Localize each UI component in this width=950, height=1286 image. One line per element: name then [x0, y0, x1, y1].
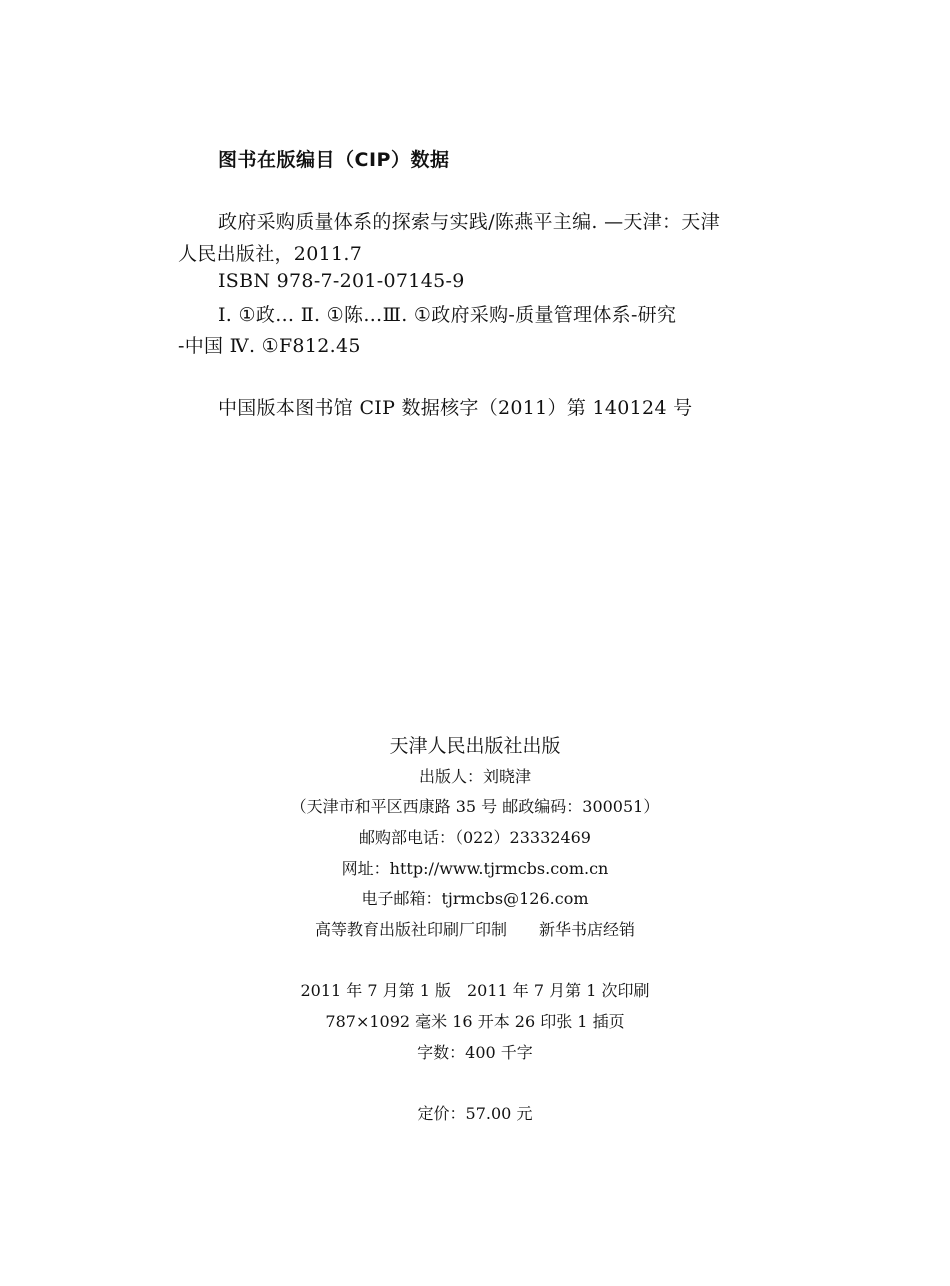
imprint-website: 网址：http://www.tjrmcbs.com.cn	[341, 859, 609, 878]
cip-isbn: ISBN 978-7-201-07145-9	[218, 270, 465, 292]
imprint-email: 电子邮箱：tjrmcbs@126.com	[361, 889, 589, 908]
cip-title-line: 政府采购质量体系的探索与实践/陈燕平主编. —天津：天津	[218, 211, 720, 233]
cip-classification-line: -中国 Ⅳ. ①F812.45	[178, 335, 361, 357]
imprint-price: 定价：57.00 元	[417, 1104, 533, 1123]
imprint-address: （天津市和平区西康路 35 号 邮政编码：300051）	[290, 797, 660, 816]
imprint-printer: 高等教育出版社印刷厂印制 新华书店经销	[314, 920, 635, 939]
imprint-edition: 2011 年 7 月第 1 版 2011 年 7 月第 1 次印刷	[300, 981, 650, 1000]
cip-record-number: 中国版本图书馆 CIP 数据核字（2011）第 140124 号	[218, 397, 693, 419]
cip-subject-line: Ⅰ. ①政… Ⅱ. ①陈…Ⅲ. ①政府采购-质量管理体系-研究	[218, 304, 677, 326]
cip-heading: 图书在版编目（CIP）数据	[218, 149, 450, 171]
imprint-publisher: 天津人民出版社出版	[389, 735, 561, 757]
imprint-publisher-person: 出版人：刘晓津	[418, 767, 531, 786]
imprint-word-count: 字数：400 千字	[417, 1043, 533, 1062]
imprint-phone: 邮购部电话：（022）23332469	[359, 828, 591, 847]
imprint-format: 787×1092 毫米 16 开本 26 印张 1 插页	[325, 1012, 625, 1031]
cip-publisher-line: 人民出版社，2011.7	[178, 243, 363, 265]
